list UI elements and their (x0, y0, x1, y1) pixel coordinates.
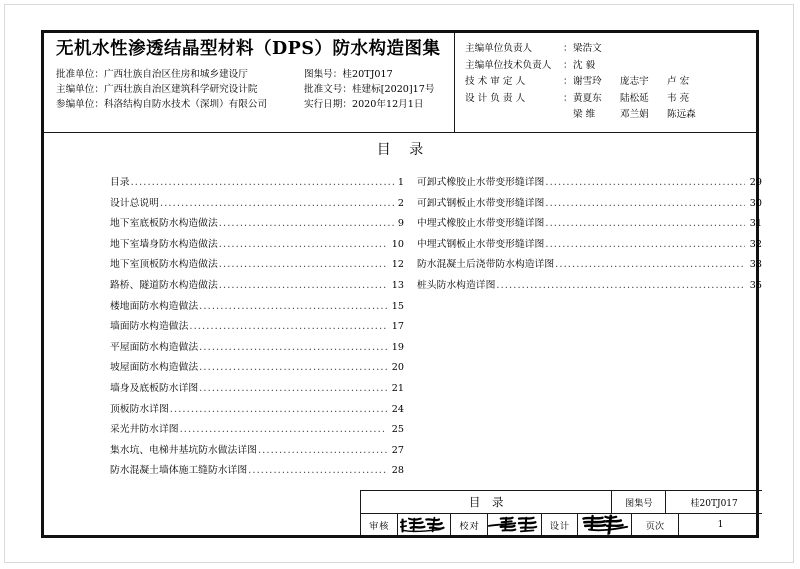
toc-dot-leader (545, 214, 745, 235)
toc-entry-page: 10 (391, 238, 404, 250)
title-block-row-top (361, 491, 762, 513)
responsibility-label (465, 74, 573, 91)
meta-key-atlas-number: 图集号： (304, 68, 343, 80)
toc-entry-label: 设计总说明 (110, 197, 159, 209)
responsibility-names (573, 41, 607, 58)
responsibility-row-chief-unit-tech-head (465, 58, 756, 75)
toc-entry-label: 可卸式橡胶止水带变形缝详图 (417, 177, 545, 188)
page-number-label: 页次 (632, 514, 679, 535)
toc-entry[interactable] (417, 194, 762, 215)
toc-entry-page: 28 (391, 465, 404, 477)
toc-entry-label: 防水混凝土后浇带防水构造详图 (417, 259, 555, 271)
meta-value-participating-unit: 科洛结构自防水技术（深圳）有限公司 (103, 99, 268, 111)
toc-entry-label: 路桥、隧道防水构造做法 (110, 279, 218, 291)
meta-line-approval (56, 67, 304, 82)
toc-entry-page: 33 (749, 259, 762, 271)
toc-entry[interactable] (417, 214, 762, 235)
toc-entry[interactable] (110, 358, 404, 379)
toc-entry[interactable] (417, 255, 762, 276)
atlas-number-value: 桂20TJ017 (690, 498, 738, 509)
toc-entry-page: 9 (397, 218, 404, 230)
toc-entry-label: 坡屋面防水构造做法 (110, 362, 199, 374)
toc-dot-leader (199, 379, 387, 400)
toc-entry-label: 地下室墙身防水构造做法 (110, 238, 218, 250)
toc-entry-page: 32 (749, 238, 762, 250)
meta-line-approval-number (304, 82, 454, 97)
atlas-number-label: 图集号 (612, 491, 666, 513)
toc-dot-leader (555, 255, 745, 276)
responsibility-names (573, 91, 701, 108)
toc-entry[interactable] (110, 173, 404, 194)
responsibility-colon: ： (563, 43, 573, 54)
toc-entry[interactable] (110, 194, 404, 215)
toc-dot-leader (199, 297, 387, 318)
responsibility-names (573, 74, 701, 91)
design-signature (578, 514, 632, 535)
toc-dot-leader (170, 400, 387, 421)
meta-line-participating-editor (56, 97, 304, 112)
meta-key-effective-date: 实行日期： (304, 99, 352, 111)
toc-entry-page: 12 (391, 259, 404, 271)
meta-value-approval-unit: 广西壮族自治区住房和城乡建设厅 (103, 68, 248, 80)
header-right-panel (455, 33, 756, 132)
check-label: 校对 (451, 514, 488, 535)
responsibility-row-technical-reviewer (465, 74, 756, 91)
responsibility-label-empty (465, 107, 573, 124)
toc-entry-page: 19 (391, 341, 404, 353)
responsibility-label-text (465, 107, 561, 124)
toc-dot-leader (199, 358, 387, 379)
responsibility-label-text: 主编单位技术负责人 (465, 59, 552, 71)
meta-key-participating-unit: 参编单位： (56, 99, 104, 111)
toc-entry[interactable] (110, 235, 404, 256)
person-name: 卢 宏 (667, 76, 690, 87)
toc-dot-leader (545, 173, 745, 194)
toc-dot-leader (219, 255, 387, 276)
toc-dot-leader (248, 461, 387, 482)
responsibility-label (465, 58, 573, 75)
meta-value-chief-editor-unit: 广西壮族自治区建筑科学研究设计院 (103, 84, 258, 96)
toc-entry-page: 21 (391, 382, 404, 394)
review-signature (398, 514, 452, 535)
toc-dot-leader (258, 441, 387, 462)
responsibility-row-design-lead-continued (465, 107, 756, 124)
meta-value-approval-number: 桂建标[2020]17号 (351, 84, 435, 96)
page-number-value: 1 (717, 519, 724, 530)
person-name: 梁浩文 (573, 43, 602, 54)
toc-entry[interactable] (110, 379, 404, 400)
toc-entry-page: 13 (391, 279, 404, 291)
toc-entry-label: 采光井防水详图 (110, 424, 179, 436)
toc-entry-label: 平屋面防水构造做法 (110, 341, 199, 353)
toc-entry[interactable] (417, 235, 762, 256)
responsibility-label-text: 设 计 负 责 人 (465, 92, 526, 104)
toc-dot-leader (199, 338, 387, 359)
toc-entry-page: 1 (397, 177, 404, 188)
meta-key-approval-unit: 批准单位： (56, 68, 104, 80)
toc-entry-page: 31 (749, 218, 762, 230)
check-signature (488, 514, 542, 535)
toc-entry-label: 集水坑、电梯井基坑防水做法详图 (110, 444, 257, 456)
toc-entry-label: 中埋式钢板止水带变形缝详图 (417, 238, 545, 250)
table-of-contents (44, 173, 762, 482)
toc-entry-label: 楼地面防水构造做法 (110, 300, 199, 312)
atlas-codes-column (304, 67, 454, 113)
toc-entry-page: 29 (749, 177, 762, 188)
meta-value-effective-date: 2020年12月1日 (351, 99, 424, 111)
responsibility-label (465, 91, 573, 108)
toc-entry-page: 27 (391, 444, 404, 456)
person-name: 邓兰娟 (620, 109, 649, 120)
toc-entry[interactable] (110, 297, 404, 318)
toc-dot-leader (219, 214, 396, 235)
header-block (44, 33, 756, 133)
toc-column-right (404, 173, 762, 482)
toc-entry-page: 2 (397, 197, 404, 209)
responsibility-colon: ： (563, 92, 573, 104)
toc-dot-leader (160, 194, 396, 215)
meta-value-atlas-number: 桂20TJ017 (342, 68, 393, 80)
responsibility-names (573, 58, 607, 75)
responsibility-label (465, 41, 573, 58)
responsibility-colon: ： (563, 76, 573, 87)
title-block-row-bottom (361, 513, 762, 535)
person-name: 陈远森 (667, 109, 696, 120)
responsibility-colon (563, 107, 573, 124)
drawing-frame (41, 30, 762, 538)
toc-dot-leader (131, 173, 396, 194)
page-title: 无机水性渗透结晶型材料（DPS）防水构造图集 (56, 39, 441, 59)
toc-entry-page: 35 (749, 279, 762, 291)
toc-entry-label: 地下室底板防水构造做法 (110, 218, 218, 230)
toc-entry-page: 25 (391, 424, 404, 436)
toc-entry-page: 15 (391, 300, 404, 312)
toc-entry-page: 17 (391, 321, 404, 333)
toc-dot-leader (496, 276, 745, 297)
toc-entry[interactable] (110, 214, 404, 235)
toc-dot-leader (189, 317, 387, 338)
toc-entry[interactable] (110, 461, 404, 482)
toc-entry-label: 防水混凝土墙体施工缝防水详图 (110, 465, 248, 477)
catalog-heading: 目 录 (376, 142, 431, 158)
toc-entry[interactable] (110, 276, 404, 297)
responsibility-label-text: 主编单位负责人 (465, 43, 533, 54)
toc-entry[interactable] (110, 400, 404, 421)
toc-entry-label: 桩头防水构造详图 (417, 279, 496, 291)
responsibility-row-design-lead (465, 91, 756, 108)
person-name: 庞志宇 (620, 76, 649, 87)
responsibility-colon: ： (563, 59, 573, 71)
responsibility-label-text: 技 术 审 定 人 (465, 76, 526, 87)
sheet-title: 目 录 (361, 491, 612, 513)
meta-line-chief-editor (56, 82, 304, 97)
person-name: 梁 维 (573, 109, 596, 120)
toc-entry[interactable] (110, 441, 404, 462)
toc-entry-label: 墙面防水构造做法 (110, 321, 189, 333)
toc-entry-label: 墙身及底板防水详图 (110, 382, 199, 394)
toc-entry[interactable] (417, 173, 762, 194)
toc-entry[interactable] (110, 255, 404, 276)
design-label: 设计 (542, 514, 579, 535)
toc-entry-label: 可卸式钢板止水带变形缝详图 (417, 197, 545, 209)
toc-entry-label: 顶板防水详图 (110, 403, 169, 415)
toc-dot-leader (545, 235, 745, 256)
toc-entry[interactable] (110, 317, 404, 338)
toc-entry[interactable] (110, 338, 404, 359)
toc-entry-label: 目录 (110, 177, 130, 188)
toc-dot-leader (219, 276, 387, 297)
person-name: 谢雪玲 (573, 76, 602, 87)
toc-entry-page: 24 (391, 403, 404, 415)
review-label: 审核 (361, 514, 398, 535)
toc-entry-page: 20 (391, 362, 404, 374)
approval-units-column (56, 67, 304, 113)
toc-entry-page: 30 (749, 197, 762, 209)
toc-dot-leader (545, 194, 745, 215)
header-meta-rows (56, 67, 454, 113)
meta-key-approval-number: 批准文号： (304, 84, 352, 96)
person-name: 沈 毅 (573, 59, 596, 71)
toc-dot-leader (180, 420, 387, 441)
meta-line-effective-date (304, 97, 454, 112)
person-name: 韦 亮 (667, 92, 690, 104)
responsibility-row-chief-unit-head (465, 41, 756, 58)
toc-entry-label: 中埋式橡胶止水带变形缝详图 (417, 218, 545, 230)
toc-entry[interactable] (110, 420, 404, 441)
title-block (360, 490, 762, 535)
header-left-panel (44, 33, 455, 132)
toc-column-left (44, 173, 404, 482)
meta-key-chief-editor-unit: 主编单位： (56, 84, 104, 96)
toc-dot-leader (219, 235, 387, 256)
meta-line-atlas-number (304, 67, 454, 82)
responsibility-names (573, 107, 701, 124)
person-name: 黄夏东 (573, 92, 602, 104)
toc-entry[interactable] (417, 276, 762, 297)
person-name: 陆松延 (620, 92, 649, 104)
toc-entry-label: 地下室顶板防水构造做法 (110, 259, 218, 271)
